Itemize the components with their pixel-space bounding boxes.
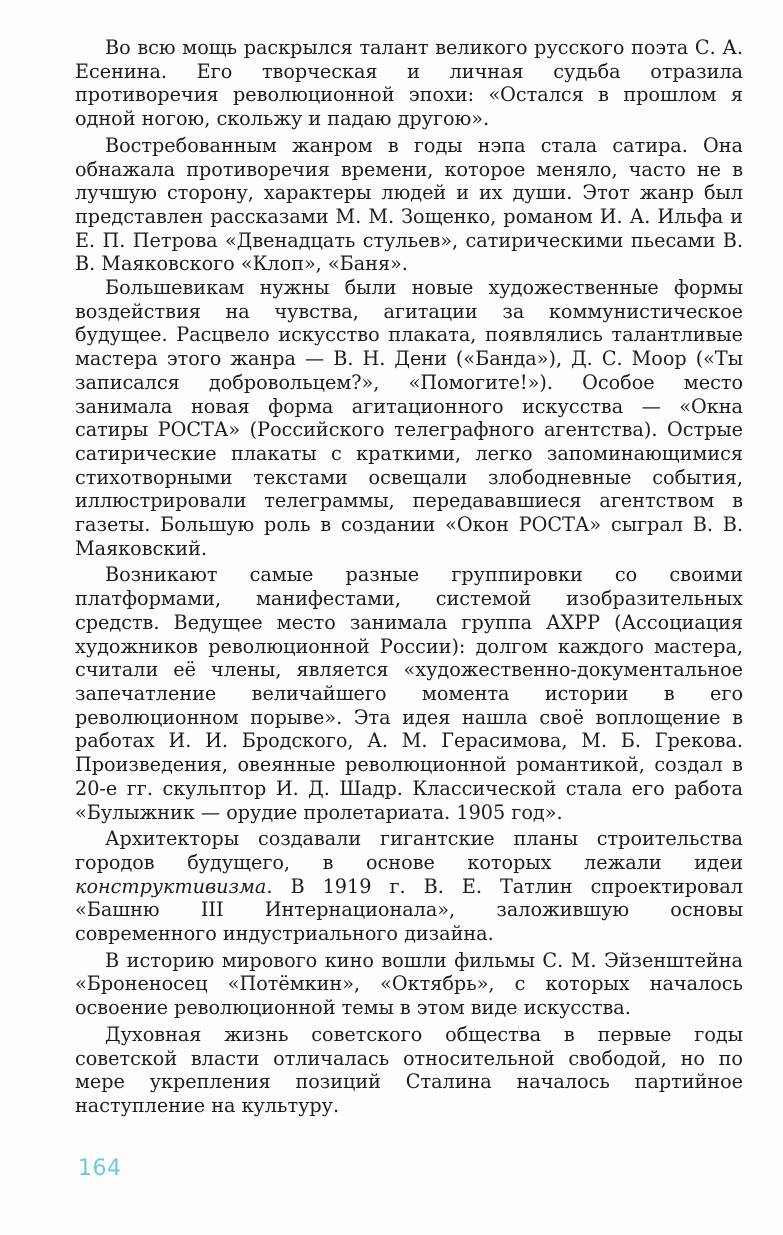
architecture-text-start: Архитекторы создавали гигантские планы строительства городов будущего, в основе которых лежали идеи — [75, 827, 743, 874]
paragraph-satire: Востребованным жанром в годы нэпа стала сатира. Она обнажала противоречия времени, которое меняло, часто не в лучшую сторону, характеры людей и их души. Этот жанр был представлен рассказами М. М. Зощенко, романом И. А. Ильфа и Е. П. Петрова «Двенадцать стульев», сатирическими пьесами В. В. Маяковского «Клоп», «Баня». — [75, 133, 743, 276]
paragraph-posters: Большевикам нужны были новые художественные формы воздействия на чувства, агитации за коммунистическое будущее. Расцвело искусство плаката, появлялись талантливые мастера этого жанра — В. Н. Дени («Банда»), Д. С. Моор («Ты записался добровольцем?», «Помогите!»). Особое место занимала новая форма агитационного искусства — «Окна сатиры РОСТА» (Российского телеграфного агентства). Острые сатирические плакаты с краткими, легко запоминающимися стихотворными текстами освещали злободневные события, иллюстрировали телеграммы, передававшиеся агентством в газеты. Большую роль в создании «Окон РОСТА» сыграл В. В. Маяковский. — [75, 276, 743, 560]
paragraph-esenin: Во всю мощь раскрылся талант великого русского поэта С. А. Есенина. Его творческая и личная судьба отразила противоречия революционной эпохи: «Остался в прошлом я одной ногою, скольжу и падаю другою». — [75, 36, 743, 131]
body-text — [75, 36, 743, 1118]
page-number: 164 — [78, 1156, 122, 1181]
constructivism-term: конструктивизма — [75, 874, 267, 898]
paragraph-cinema: В историю мирового кино вошли фильмы С. М. Эйзенштейна «Броненосец «Потёмкин», «Октябрь», с которых началось освоение революционной темы в этом виде искусства. — [75, 948, 743, 1020]
paragraph-art-groups: Возникают самые разные группировки со своими платформами, манифестами, системой изобразительных средств. Ведущее место занимала группа АХРР (Ассоциация художников революционной России): долгом каждого мастера, считали её члены, является «художественно-документальное запечатление величайшего момента истории в его революционном порыве». Эта идея нашла своё воплощение в работах И. И. Бродского, А. М. Герасимова, М. Б. Грекова. Произведения, овеянные революционной романтикой, создал в 20-е гг. скульптор И. Д. Шадр. Классической стала его работа «Булыжник — орудие пролетариата. 1905 год». — [75, 563, 743, 824]
paragraph-spiritual-life: Духовная жизнь советского общества в первые годы советской власти отличалась относительной свободой, но по мере укрепления позиций Сталина началось партийное наступление на культуру. — [75, 1022, 743, 1117]
paragraph-architecture — [75, 827, 743, 946]
architecture-text-end: . В 1919 г. В. Е. Татлин спроектировал «Башню III Интернационала», заложившую основы современного индустриального дизайна. — [75, 874, 743, 946]
